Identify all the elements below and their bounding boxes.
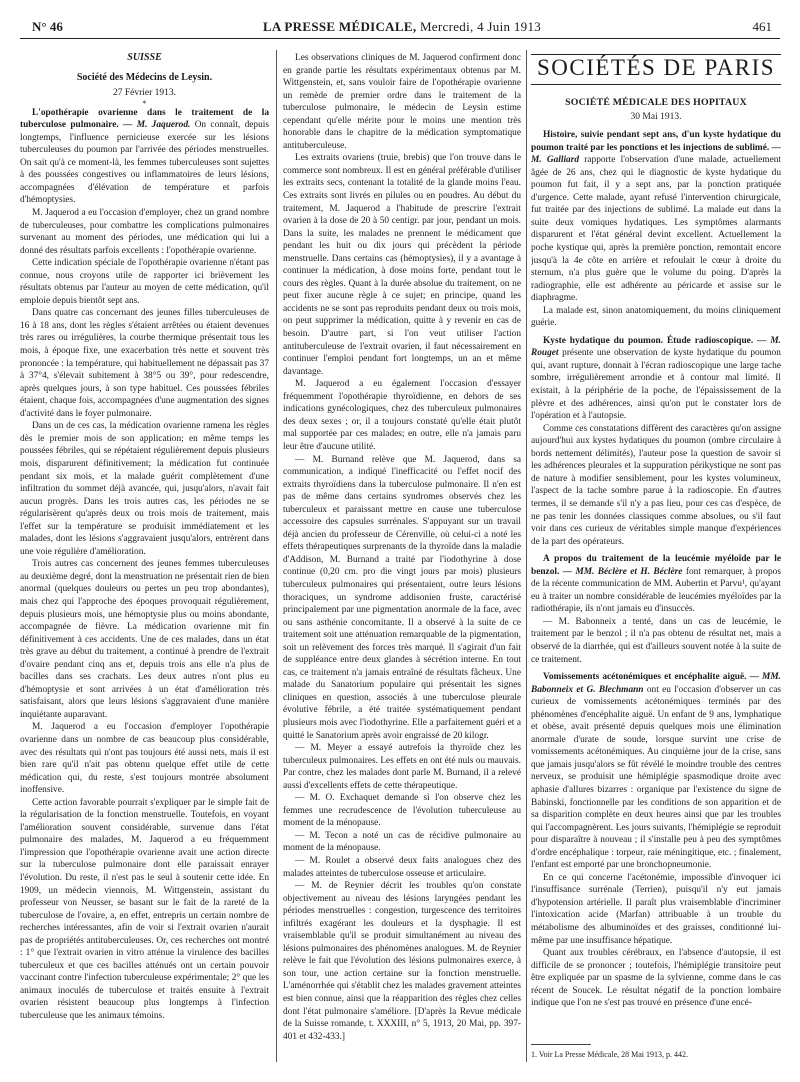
- running-title: [32, 19, 772, 35]
- column-1: [20, 52, 269, 1072]
- header-rule: [20, 38, 780, 39]
- article-kyste-radioscopie: [531, 335, 781, 423]
- paragraph: — M. Meyer a essayé autrefois la thyroïde chez les tuberculeux pulmonaires. Les effets en ont été nuls ou mauvais. Par contre, chez les malades dont parle M. Burnand, il a relevé aussi d'excellents effets de cette thérapeutique.: [283, 743, 521, 791]
- paragraph: M. Jaquerod a eu l'occasion d'employer l'opothérapie ovarienne dans un nombre de cas beaucoup plus considérable, avec des résultats qui n'ont pas toujours été aussi nets, mais il est bien rare qu'il n'ait pas obtenu quelque effet utile de cette médication qui, du reste, s'est toujours montrée absolument inoffensive.: [20, 722, 269, 796]
- article-title: A propos du traitement de la leucémie myéloïde par le benzol.: [531, 554, 781, 577]
- article-author: — M. Jaquerod.: [123, 120, 191, 131]
- article-title: Vomissements acétonémiques et encéphalite aiguë.: [543, 672, 747, 683]
- article-author: — MM. Béclère et H. Béclère: [562, 566, 683, 577]
- issue-date: Mercredi, 4 Juin 1913: [419, 19, 542, 34]
- paragraph: On connaît, depuis longtemps, l'influence pernicieuse exercée sur les lésions tuberculeuses du poumon par l'arrivée des périodes menstruelles. On sait qu'à ce moment-là, les femmes tuberculeuses sont sujettes à des poussées congestives ou inflammatoires de leurs lésions, accompagnées d'élévation de température et parfois d'hémoptysies.: [20, 120, 269, 206]
- article-author: — M. Rouget: [531, 335, 781, 359]
- paragraph: M. Jaquerod a eu l'occasion d'employer, chez un grand nombre de tuberculeuses, pour combattre les complications pulmonaires survenant au moment des périodes, une médication qui lui a donné des résultats parfois excellents : l'opothérapie ovarienne.: [20, 208, 269, 256]
- separator-star: *: [142, 98, 147, 108]
- column-3: [531, 52, 781, 1072]
- column-divider-2: [526, 50, 527, 1062]
- paragraph: — M. O. Exchaquet demande si l'on observe chez les femmes une recrudescence de l'évolution tuberculeuse au moment de la ménopause.: [283, 793, 521, 829]
- paragraph: font remarquer, à propos de la récente communication de MM. Aubertin et Parvu¹, qu'ayant eu à traiter un nombre considérable de leucémies myéloïdes par la radiothérapie, ils n'ont jamais eu d'insuccès.: [531, 566, 781, 615]
- society-name: SOCIÉTÉ MÉDICALE DES HOPITAUX: [565, 97, 747, 108]
- article-kyste-hydatique: [531, 129, 781, 305]
- paragraph: Quant aux troubles cérébraux, en l'absence d'autopsie, il est difficile de se prononcer ; toutefois, l'hémiplégie transitoire peut être expliquée par un spasme de la sylvienne, comme dans le cas récent de Soucek. Le résultat négatif de la ponction lombaire indique que l'on ne s'est pas trouvé en présence d'une encé-: [531, 948, 781, 1009]
- paragraph: Trois autres cas concernent des jeunes femmes tuberculeuses au deuxième degré, dont la menstruation ne présentait rien de bien anormal (quelques douleurs ou pertes un peu trop abondantes), mais chez qui l'approche des époques provoquait régulièrement, depuis plusieurs mois, une hémoptysie plus ou moins abondante, accompagnée de fièvre. La médication ovarienne mit fin définitivement à ces accidents. Une de ces malades, dans un état très grave au début du traitement, a continué à prendre de l'extrait d'ovaire pendant cinq ans et, depuis trois ans elle n'a plus de bacilles dans ses crachats. Les deux autres n'ont plus eu d'hémoptysie et sont arrivées à un état d'amélioration très satisfaisant, alors que leurs lésions s'aggravaient d'une manière inquiétante auparavant.: [20, 559, 269, 720]
- society-name: Société des Médecins de Leysin.: [76, 71, 213, 83]
- paragraph: rapporte l'observation d'une malade, actuellement âgée de 26 ans, chez qui le diagnostic de kyste hydatique du poumon fut fait, il y a sept ans, par la ponction pratiquée d'urgence. Cette malade, ayant refusé l'intervention chirurgicale, fut traitée par des injections de sublimé. La malade eut dans la suite deux vomiques hydatiques. Les symptômes alarmants disparurent et l'état général devint excellent. Actuellement la poche kystique qui, après la première ponction, remontait encore jusqu'à la 4e côte en arrière et refoulait le cœur à droite du sternum, n'a plus guère que le volume du poing. D'après la radiographie, elle est adhérente au péricarde et assise sur le diaphragme.: [531, 155, 781, 304]
- footnote-rule: [531, 1044, 591, 1045]
- page-header: [32, 19, 772, 35]
- paragraph: — M. Babonneix a tenté, dans un cas de leucémie, le traitement par le benzol ; il n'a pas obtenu de résultat net, mais a observé de la diarrhée, qui est d'ailleurs souvent notée à la suite de ce traitement.: [531, 616, 781, 665]
- paragraph: En ce qui concerne l'acétonémie, impossible d'invoquer ici l'insuffisance surrénale (Terrien), puisqu'il n'y eut jamais d'hypotension artérielle. Il paraît plus vraisemblable d'incriminer l'intoxication acide (Marfan) attribuable à un trouble du métabolisme des albuminoïdes et des graisses, conditionné lui-même par une insuffisance hépatique.: [531, 872, 781, 946]
- article-vomissements: [531, 671, 781, 872]
- article-title: L'opothérapie ovarienne dans le traitement de la tuberculose pulmonaire.: [20, 107, 269, 131]
- paragraph: M. Jaquerod a eu également l'occasion d'essayer fréquemment l'opothérapie thyroïdienne, en dehors de ses indications gynécologiques, chez des tuberculeux pulmonaires des deux sexes ; or, il a toujours constaté qu'elle était plutôt mal supportée par ces malades; en outre, elle n'a jamais paru leur être d'aucune utilité.: [283, 379, 521, 452]
- article-author: — M. Galliard: [531, 142, 781, 166]
- paragraph: — M. Tecon a noté un cas de récidive pulmonaire au moment de la ménopause.: [283, 830, 521, 854]
- article-author: — MM. Babonneix et G. Blechmann: [531, 672, 781, 695]
- paragraph: ont eu l'occasion d'observer un cas curieux de vomissements acétonémiques terminés par des phénomènes d'encéphalite aiguë. Un enfant de 9 ans, lymphatique et obèse, avait présenté depuis quelques mois une élimination anormale d'urate de soude, lorsque survint une crise de vomissements acétonémiques. Au cinquième jour de la crise, sans que jamais jusqu'alors se fût révélé le moindre trouble des centres nerveux, se produisit une hémiplégie spasmodique droite avec aphasie d'allures bizarres : organique par l'existence du signe de Babinski, fonctionnelle par les conditions de son apparition et de sa disparition complète en deux heures ainsi que par les troubles qui l'accompagnèrent. Les jours suivants, l'hémiplégie se reproduit pour disparaître à nouveau ; il s'installe peu à peu des symptômes d'ordre encéphalique : torpeur, raie méningitique, etc. ; finalement, l'enfant est emporté par une bronchopneumonie.: [531, 684, 781, 871]
- paragraph: La malade est, sinon anatomiquement, du moins cliniquement guérie.: [531, 305, 781, 329]
- paragraph: Dans un de ces cas, la médication ovarienne ramena les règles dès le premier mois de son application; en même temps les poussées fébriles, qui se répétaient régulièrement depuis plusieurs mois, disparurent définitivement; la médication fut continuée pendant six mois, et la malade guérit complètement d'une infiltration du sommet déjà avancée, qui, jusqu'alors, n'avait fait aucun progrès. Dans les trois autres cas, les périodes ne se régularisèrent qu'après deux ou trois mois de traitement, mais l'effet sur la température se produisit immédiatement et les malades, dont les lésions s'aggravaient jusqu'alors, entrèrent dans une voie régulière d'amélioration.: [20, 421, 269, 557]
- paragraph: Cette action favorable pourrait s'expliquer par le simple fait de la régularisation de la fonction menstruelle. Toutefois, en voyant l'amélioration souvent considérable, survenue dans l'état pulmonaire des malades, M. Jaquerod a eu fréquemment l'impression que l'opothérapie ovarienne avait une action directe sur la tuberculose pulmonaire dont elle paraissait enrayer l'évolution. Du reste, il n'est pas le seul à soutenir cette idée. En 1909, un médecin viennois, M. Wittgenstein, assistant du professeur von Neusser, se basant sur le fait de la rareté de la tuberculose de l'ovaire, a, en effet, entrepris un certain nombre de recherches intéressantes, afin de voir si l'extrait ovarien n'aurait pas de propriétés antituberculeuses. Or, ces recherches ont montré : 1° que l'extrait ovarien in vitro atténue la virulence des bacilles tuberculeux et que ces bacilles atténués ont un certain pouvoir vaccinant contre l'infection tuberculeuse expérimentale; 2° que les animaux inoculés de tuberculose et traités ensuite à l'extrait ovarien résistent beaucoup plus longtemps à l'infection tuberculeuse que les animaux témoins.: [20, 797, 269, 1022]
- column-divider-1: [276, 50, 277, 1062]
- footnote: 1. Voir La Presse Médicale, 28 Mai 1913, p. 442.: [531, 1050, 689, 1059]
- issue-number: N° 46: [32, 19, 63, 34]
- paragraph: Comme ces constatations diffèrent des caractères qu'on assigne aujourd'hui aux kystes hydatiques du poumon (ombre circulaire à bords nettement délimités), l'auteur pose la question de savoir si les adhérences pleurales et la suppuration périkystique ne sont pas de nature à modifier sensiblement, pour les kystes volumineux, l'aspect de la tache sombre parue à la radioscopie. En d'autres termes, il se demande s'il n'y a pas lieu, pour ces cas d'espèce, de ne pas tenir les données classiques comme absolues, ou s'il faut voir dans ces curieux de véritables simple manque d'expériences de la part des opérateurs.: [531, 423, 781, 547]
- article-leucemie: [531, 553, 781, 616]
- paragraph: Dans quatre cas concernant des jeunes filles tuberculeuses de 16 à 18 ans, dont les règles s'étaient arrêtées ou étaient devenues très rares ou irrégulières, la courbe thermique présentait tous les mois, à époque fixe, une exacerbation très nette et souvent très prononcée : la température, qui habituellement ne dépassait pas 37 à 37°4, s'élevait subitement à 38°5 ou 39°, pour redescendre, après quelques jours, à son type habituel. Ces poussées fébriles étaient, chaque fois, accompagnées d'une augmentation des signes d'activité dans le foyer pulmonaire.: [20, 308, 269, 419]
- paragraph: — M. Roulet a observé deux faits analogues chez des malades atteintes de tuberculose osseuse et articulaire.: [283, 856, 521, 879]
- journal-name: LA PRESSE MÉDICALE,: [262, 19, 417, 34]
- paragraph: présente une observation de kyste hydatique du poumon qui, avant rupture, donnait à l'écran radioscopique une large tache sombre, irrégulièrement arrondie et à contour mal limité. Il existait, à la périphérie de la poche, de l'épaississement de la plèvre et des adhérences, ainsi qu'on put le constater lors de l'opération et à l'autopsie.: [531, 348, 781, 422]
- meeting-date: 30 Mai 1913.: [630, 111, 682, 122]
- page-number: 461: [752, 19, 772, 34]
- societes-de-paris-title: SOCIÉTÉS DE PARIS: [531, 54, 781, 85]
- paragraph: Cette indication spéciale de l'opothérapie ovarienne n'étant pas connue, nous croyons utile de rapporter ici brièvement les résultats obtenus par l'auteur au moyen de cette médication, qu'il emploie depuis bientôt sept ans.: [20, 258, 269, 306]
- section-heading-suisse: SUISSE: [127, 52, 162, 63]
- paragraph: Les observations cliniques de M. Jaquerod confirment donc en grande partie les résultats expérimentaux obtenus par M. Wittgenstein, et, sans vouloir faire de l'opothérapie ovarienne un remède de premier ordre dans le traitement de la tuberculose pulmonaire, le médecin de Leysin estime cependant qu'elle mérite pour le moins une mention très honorable dans le chapitre de la médication symptomatique antituberculeuse.: [283, 53, 521, 151]
- article-opotherapie: [20, 107, 269, 207]
- paragraph: — M. Burnand relève que M. Jaquerod, dans sa communication, a indiqué l'inefficacité ou l'effet nocif des extraits thyroïdiens dans la tuberculose pulmonaire. Il n'en est pas de même dans certains syndromes observés chez les tuberculeux et paraissant mettre en cause une tuberculose accessoire des capsules surrénales. S'appuyant sur un travail déjà ancien du professeur de Cérenville, où celui-ci a noté les effets thérapeutiques surprenants de la thyroïde dans la maladie d'Addison, M. Burnand a traité par l'iodothyrine à dose continue (0,20 cm. pro die vingt jours par mois) plusieurs tuberculeux pulmonaires qui présentaient, outre leurs lésions thoraciques, un syndrome addisonien fruste, caractérisé principalement par une pigmentation anormale de la face, avec ou sans asthénie concomitante. Il a observé à la suite de ce traitement soit une atténuation remarquable de la pigmentation, soit un relèvement des forces très marqué. Il s'agirait d'un fait de suppléance entre deux glandes à sécrétion interne. En tout cas, ce traitement n'a jamais entraîné de résultats fâcheux. Une malade du Sanatorium populaire qui présentait les signes cliniques en question, associés à une tuberculose pleurale évolutive fébrile, a été traitée systématiquement pendant plusieurs mois avec l'iodothyrine. Elle a parfaitement guéri et a quitté le Sanatorium après avoir engraissé de 20 kilogr.: [283, 454, 521, 741]
- column-2: [283, 52, 521, 1072]
- meeting-date: 27 Février 1913.: [112, 88, 177, 99]
- paragraph: — M. de Reynier décrit les troubles qu'on constate objectivement au niveau des lésions laryngées pendant les périodes menstruelles : congestion, turgescence des territoires infiltrés exagérant les douleurs et la dysphagie. Il est vraisemblable qu'il se produit simultanément au niveau des lésions pulmonaires des phénomènes analogues. M. de Reynier relève le fait que l'évolution des lésions pulmonaires exerce, à son tour, une action certaine sur la fonction menstruelle. L'aménorrhée qui s'établit chez les malades gravement atteintes est bien connue, ainsi que la réapparition des règles chez celles dont l'état pulmonaire s'améliore. [D'après la Revue médicale de la Suisse romande, t. XXXIII, n° 5, 1913, 20 Mai, pp. 397-401 et 432-433.]: [283, 881, 521, 1042]
- paragraph: Les extraits ovariens (truie, brebis) que l'on trouve dans le commerce sont nombreux. Il est en général préférable d'utiliser les extraits secs, contenant la totalité de la glande moins l'eau. Ces extraits sont livrés en pilules ou en poudres. Au début du traitement, M. Jaquerod a l'habitude de prescrire l'extrait ovarien à la dose de 20 à 50 centigr. par jour, pendant un mois. Dans la suite, les malades ne prennent le médicament que pendant les huit ou dix jours qui précèdent la période menstruelle. Dans certains cas (hémoptysies), il y a avantage à continuer la médication, à dose moins forte, pendant tout le cours des règles. Quant à la durée absolue du traitement, on ne peut fixer aucune règle à ce sujet; en principe, quand les accidents ne se sont pas reproduits pendant deux ou trois mois, on peut supprimer la médication, quitte à y revenir en cas de besoin. D'autre part, si l'on veut utiliser l'action antituberculeuse de l'extrait ovarien, il faut nécessairement en continuer l'emploi pendant fort longtemps, un an et même davantage.: [283, 153, 521, 377]
- article-title: Histoire, suivie pendant sept ans, d'un kyste hydatique du poumon traité par les ponctions et les injections de sublimé.: [531, 130, 781, 153]
- article-title: Kyste hydatique du poumon. Étude radioscopique.: [543, 335, 754, 346]
